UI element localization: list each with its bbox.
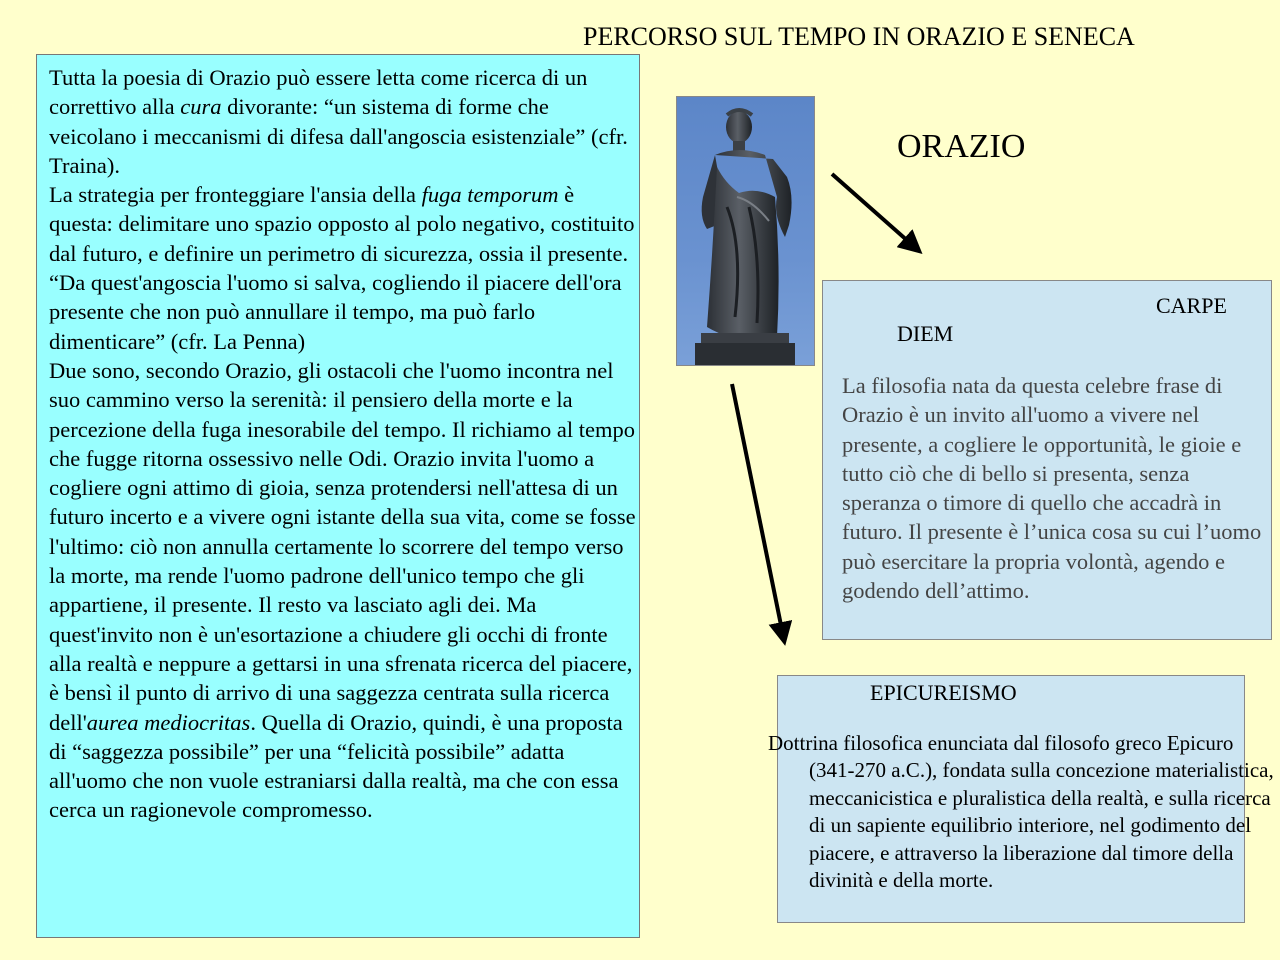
page-title: PERCORSO SUL TEMPO IN ORAZIO E SENECA (583, 22, 1135, 51)
arrow-to-carpe-diem (832, 174, 918, 250)
paragraph-3: “Da quest'angoscia l'uomo si salva, cogliendo il piacere dell'ora presente che non può annullare il tempo, ma può farlo dimenticare” (cfr. La Penna) (49, 270, 622, 354)
horace-statue-image (676, 96, 815, 366)
statue-icon (677, 97, 814, 365)
carpe-diem-box (822, 280, 1272, 640)
orazio-label: ORAZIO (897, 128, 1026, 165)
orazio-text-box (36, 54, 640, 938)
carpe-heading: CARPE (1156, 293, 1227, 318)
paragraph-2: La strategia per fronteggiare l'ansia della fuga temporum è questa: delimitare uno spazio opposto al polo negativo, costituito dal futuro, e definire un perimetro di sicurezza, ossia il presente. (49, 182, 635, 266)
paragraph-1: Tutta la poesia di Orazio può essere letta come ricerca di un correttivo alla cura divorante: “un sistema di forme che veicolano i meccanismi di difesa dall'angoscia esistenziale” (cfr. Traina). (49, 65, 628, 178)
diem-heading: DIEM (897, 321, 954, 346)
epicureismo-text: Dottrina filosofica enunciata dal filosofo greco Epicuro (341-270 a.C.), fondata sulla concezione materialistica, meccanicistica e pluralistica della realtà, e sulla ricerca di un sapiente equilibrio interiore, nel godimento del piacere, e attraverso la liberazione dal timore della divinità e della morte. (768, 731, 1274, 893)
paragraph-4: Due sono, secondo Orazio, gli ostacoli che l'uomo incontra nel suo cammino verso la serenità: il pensiero della morte e la percezione della fuga inesorabile del tempo. Il richiamo al tempo che fugge ritorna ossessivo nelle Odi. Orazio invita l'uomo a cogliere ogni attimo di gioia, senza protendersi nell'attesa di un futuro incerto e a vivere ogni istante della sua vita, come se fosse l'ultimo: ciò non annulla certamente lo scorrere del tempo verso la morte, ma rende l'uomo padrone dell'unico tempo che gli appartiene, il presente. Il resto va lasciato agli dei. Ma quest'invito non è un'esortazione a chiudere gli occhi di fronte alla realtà e neppure a gettarsi in una sfrenata ricerca del piacere, è bensì il punto di arrivo di una saggezza centrata sulla ricerca dell'aurea mediocritas. Quella di Orazio, quindi, è una proposta di “saggezza possibile” per una “felicità possibile” adatta all'uomo che non vuole estraniarsi dalla realtà, ma che con essa cerca un ragionevole compromesso. (49, 357, 636, 823)
arrow-to-epicureismo (732, 384, 784, 640)
carpe-diem-text: La filosofia nata da questa celebre frase di Orazio è un invito all'uomo a vivere nel presente, a cogliere le opportunità, le gioie e tutto ciò che di bello si presenta, senza speranza o timore di quello che accadrà in futuro. Il presente è l’unica cosa su cui l’uomo può esercitare la propria volontà, agendo e godendo dell’attimo. (842, 373, 1262, 604)
epicureismo-title: EPICUREISMO (870, 680, 1017, 705)
